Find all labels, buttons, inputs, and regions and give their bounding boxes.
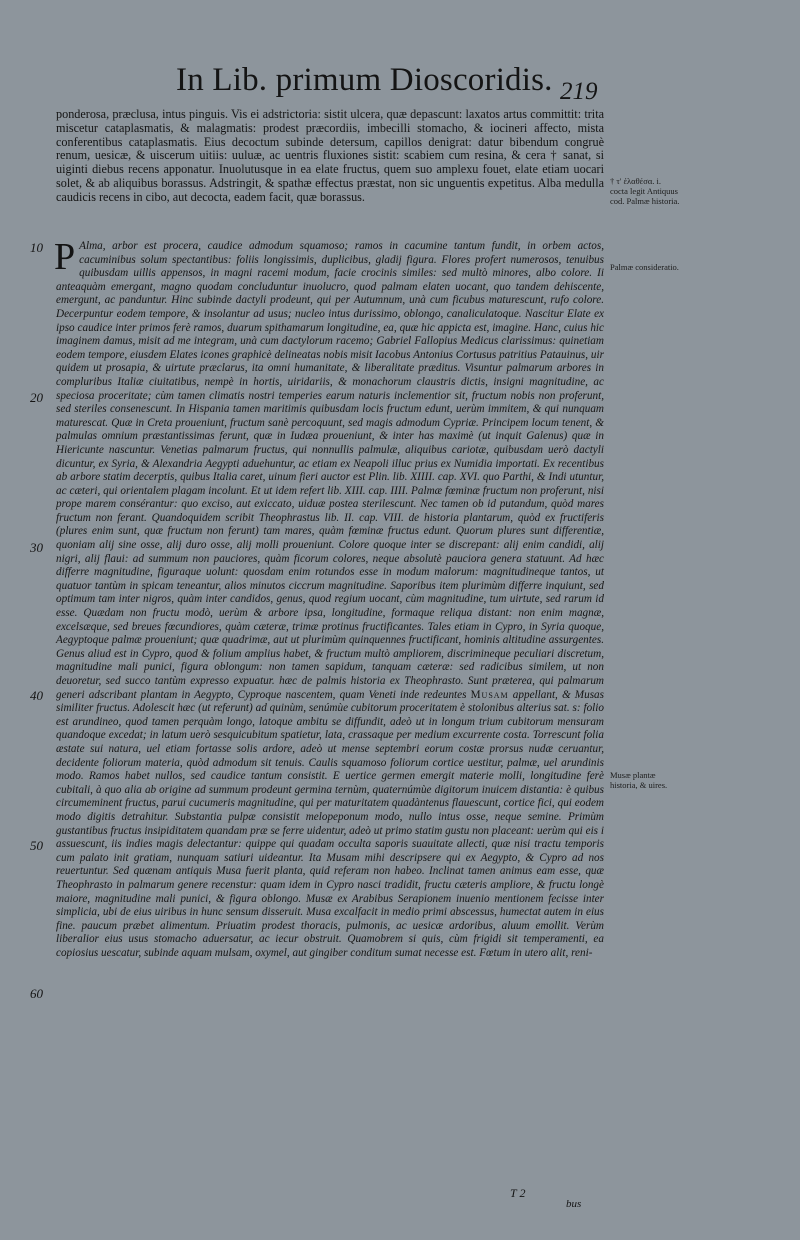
drop-capital: P bbox=[54, 236, 76, 278]
line-number-30: 30 bbox=[30, 540, 43, 555]
paragraph-top: ponderosa, præclusa, intus pinguis. Vis ei adstrictoria: sistit ulcera, quæ depascunt: laxatos artus committit: trita miscetur cataplasmatis, & malagmatis: prodest præcordiis, imbecilli stomacho, & iocineri affecto, mista conferentibus cataplasmatis. Eius decoctum subinde detersum, capillos denigrat: datur bibendum congruè renum, uesicæ, & uiscerum uitiis: uuluæ, ac uentris fluxiones sistit: scabiem cum resina, & cera † sanat, si uiginti diebus recens apponatur. Inuolutusque in ea elate fructus, quem suo amplexu fouet, elate etiam uocari solet, & ab aliquibus borassus. Adstringit, & spathæ effectus præstat, non sic unguentis expetitus. Alba medulla caudicis recens in cibo, aut decocta, eadem facit, quæ borassus. bbox=[56, 107, 604, 204]
page-number: 219 bbox=[560, 78, 598, 105]
musam-smallcaps: Musam bbox=[470, 688, 509, 701]
line-number-10: 10 bbox=[30, 240, 43, 255]
running-head: In Lib. primum Dioscoridis. bbox=[176, 62, 553, 98]
margin-note-palmae: Palmæ consideratio. bbox=[610, 262, 679, 272]
signature-mark: T 2 bbox=[510, 1186, 526, 1200]
palma-text-continued: appellant, & Musas similiter fructus. Adolescit hæc (ut referunt) ad quinùm, senúmùe cubitorum proceritatem è stolonibus alterius sat. s: folio est arundineo, quod tamen perquàm longo, latoque ambitu se diffundit, adeò ut in longum trium cubitorum mensuram quandoque excedat; in latum uerò sesquicubitum spatietur, lata, crassaque per medium excurrente costa. Torrescunt folia æstate sui natura, uel etiam fortasse solis ardore, adeò ut mense septembri eorum costæ prorsus nudæ ceruantur, decidente foliorum materia, quòd admodum sit tenuis. Caulis squamoso foliorum cortice uestitur, palmæ, uel arundinis modo. Ramos habet nullos, sed caudice tantum consistit. E uertice germen emergit materie molli, longitudine ferè cubitali, à quo alia ab origine ad summum prodeunt germina ternùm, quaternúmùe digitorum inuicem distantia: è quibus circumeminent fructus, parui cucumeris magnitudine, qui per maturitatem quadàntenus flauescunt, cortice fici, qui eodem modo digitis detrahitur. Substantia pulpæ consistit melopeponum modo, nullo intus osse, neque semine. Primùm gustantibus fructus insipiditatem quandam præ se ferre uidentur, adeò ut primo statim gustu non placeant: uerùm qui eis i assuescunt, iis indies magis delectantur: quippe qui quadam occulta saporis suauitate allecti, quæ nisi tractu temporis cum palato init gratiam, nunquam satiuri uideantur. Ita Musam mihi descripsere qui ex Aegypto, & Cypro ad nos reuertuntur. Sed quænam antiquis Musa fuerit planta, quid referam non habeo. Inclinat tamen animus eam esse, quæ Theophrasto in palmarum genere recenstur: quam idem in Cypro nasci tradidit, fructu cæteris ampliore, & fructu longè maiore, magnitudine mali punici, & figura oblongo. Musæ ex Arabibus Serapionem inuenio mentionem fecisse inter simplicia, ubi de eius uiribus in hunc sensum disseruit. Musa excalfacit in medio primi abscessus, humectat autem in eius fine. paucum præbet alimentum. Priuatim prodest thoracis, pulmonis, ac uesicæ ardoribus, aluum emollit. Verùm liberalior eius usus stomacho aduersatur, ac iecur obstruit. Quamobrem si quis, cùm frigidi sit temperamenti, ea copiosius uescatur, subinde aquam mulsam, oxymel, aut gingiber conditum sumat necesse est. Fœtum in utero alit, reni- bbox=[56, 688, 604, 959]
line-number-40: 40 bbox=[30, 688, 43, 703]
margin-note-antiquus: † τ' ἐλαθέσα. i. cocta legit Antiquus cod. Palmæ historia. bbox=[610, 176, 680, 206]
margin-note-musae: Musæ plantæ historia, & uires. bbox=[610, 770, 668, 790]
line-number-20: 20 bbox=[30, 390, 43, 405]
catchword: bus bbox=[566, 1198, 582, 1210]
line-number-50: 50 bbox=[30, 838, 43, 853]
paragraph-palma bbox=[54, 236, 604, 960]
line-number-60: 60 bbox=[30, 986, 43, 1001]
palma-text: Alma, arbor est procera, caudice admodum squamoso; ramos in cacumine tantum fundit, in orbem actos, cacuminibus solum spectantibus: foliis longissimis, duplicibus, gladij figura. Flores profert numerosos, tenuibus quibusdam uillis appensos, in magni racemi modum, facie crocinis similes: sed multò minores, albo colore. Ii anteaquàm emergant, magno quodam concluduntur inuolucro, quod palmam elaten uocant, quo tandem dehiscente, emergunt, ac panduntur. Hinc subinde dactyli prodeunt, qui per Autumnum, unà cum ficubus maturescunt, rufo colore. Decerpuntur eodem tempore, & insolantur ad usus; nucleo intus durissimo, oblongo, canaliculatoque. Nascitur Elate ex ipso caudice inter primos ferè ramos, duarum spithamarum longitudine, ea, quæ hic appicta est, imagine. Hanc, cuius hic imaginem damus, misit ad me integram, unà cum dactylorum racemo; Gabriel Fallopius Medicus clarissimus: quinetiam eodem tempore, eiusdem Elates icones graphicè delineatas nobis misit Iacobus Antonius Cortusus patritius Patauinus, uir quidem ut prosapia, & uirtute præclarus, ita omni humanitate, & liberalitate præditus. Visuntur palmarum arbores in compluribus Italiæ ciuitatibus, nempè in hortis, uiridariis, & monachorum claustris dictis, insigni magnitudine, ac speciosa proceritate; cùm tamen climatis nostri temperies earum naturis inclementior sit, fructum nobis non proferunt, sed steriles consenescunt. In Hispania tamen maritimis quibusdam locis fructum edunt, uerùm immitem, & qui nunquam maturescat. Quæ in Creta proueniunt, fructum sanè percoquunt, sed magis admodum Cypriæ. Principem locum tenent, & palmulas omnium præstantissimas ferunt, quæ in Iudæa proueniunt, & inter has maximè (ut inquit Galenus) quæ in Hiericunte nascuntur. Venetias palmarum fructus, qui nonnullis palmulæ, aliquibus cariotæ, quibusdam uerò dactyli dicuntur, ex Syria, & Alexandria Aegypti aduehuntur, ac etiam ex Neapoli illuc prius ex Numidia importati. Ex recentibus ab arbore statim decerptis, quibus Italia caret, uinum fieri auctor est Plin. lib. XIIII. cap. XVI. quo Parthi, & Indi utuntur, ac cæteri, qui orientalem plagam incolunt. Et ut idem refert lib. XIII. cap. IIII. Palmæ fœminæ fructum non proferunt, nisi prope marem consérantur: quo exciso, aut exiccato, uiduæ postea sterilescunt. Nec tamen ob id putandum, quòd mares fructum non ferant. Quandoquidem scribit Theophrastus lib. II. cap. VIII. de historia plantarum, quòd ex fructiferis (plures enim sunt, quæ fructum non ferunt) tam mares, quàm fœminæ fructus edunt. Quorum plures sunt differentiæ, quoniam alij sine osse, alij duro osse, alij molli proueniunt. Colore quoque inter se discrepant: alij enim candidi, alij nigri, alij flaui: ad summum non pauciores, quàm ficorum colores, neque absolutè pauciora genera statuunt. Ad hæc differre magnitudine, figuraque uolunt: quosdam enim rotundos esse in modum malorum: magnitudineque tantos, ut quatuor tantùm in spicam teneantur, alios minutos ciccrum magnitudine. Saporibus item plurimùm differre inquiunt, sed optimum tam inter nigros, quàm inter candidos, genus, quod regium uocant, cùm magnitudine, tum uirtute, sed rarum id esse. Quædam non fructu modò, uerùm & arbore ipsa, longitudine, formaque reliqua distant: non enim magnæ, excelsæque, sed breues fœcundiores, quàm cæteræ, trimæ protinus fructificantes. Tales etiam in Cypro, in Syria quoque, Aegyptoque palmæ proueniunt; quæ quadrimæ, aut ut plurimùm quinquennes fructificant, hominis altitudine assurgentes. Genus aliud est in Cypro, quod & folium amplius habet, & fructum multò ampliorem, discrimineque peculiari discretum, magnitudine mali punici, figura oblongum: non tamen sapidum, tanquam cæteræ: sed radicibus similem, ut non deuoretur, sed succo tantùm expresso expuatur. hæc de palmis historia ex Theophrasto. Sunt præterea, qui palmarum generi adscribant plantam in Aegypto, Cyproque nascentem, quam Veneti inde redeuntes bbox=[56, 240, 604, 701]
